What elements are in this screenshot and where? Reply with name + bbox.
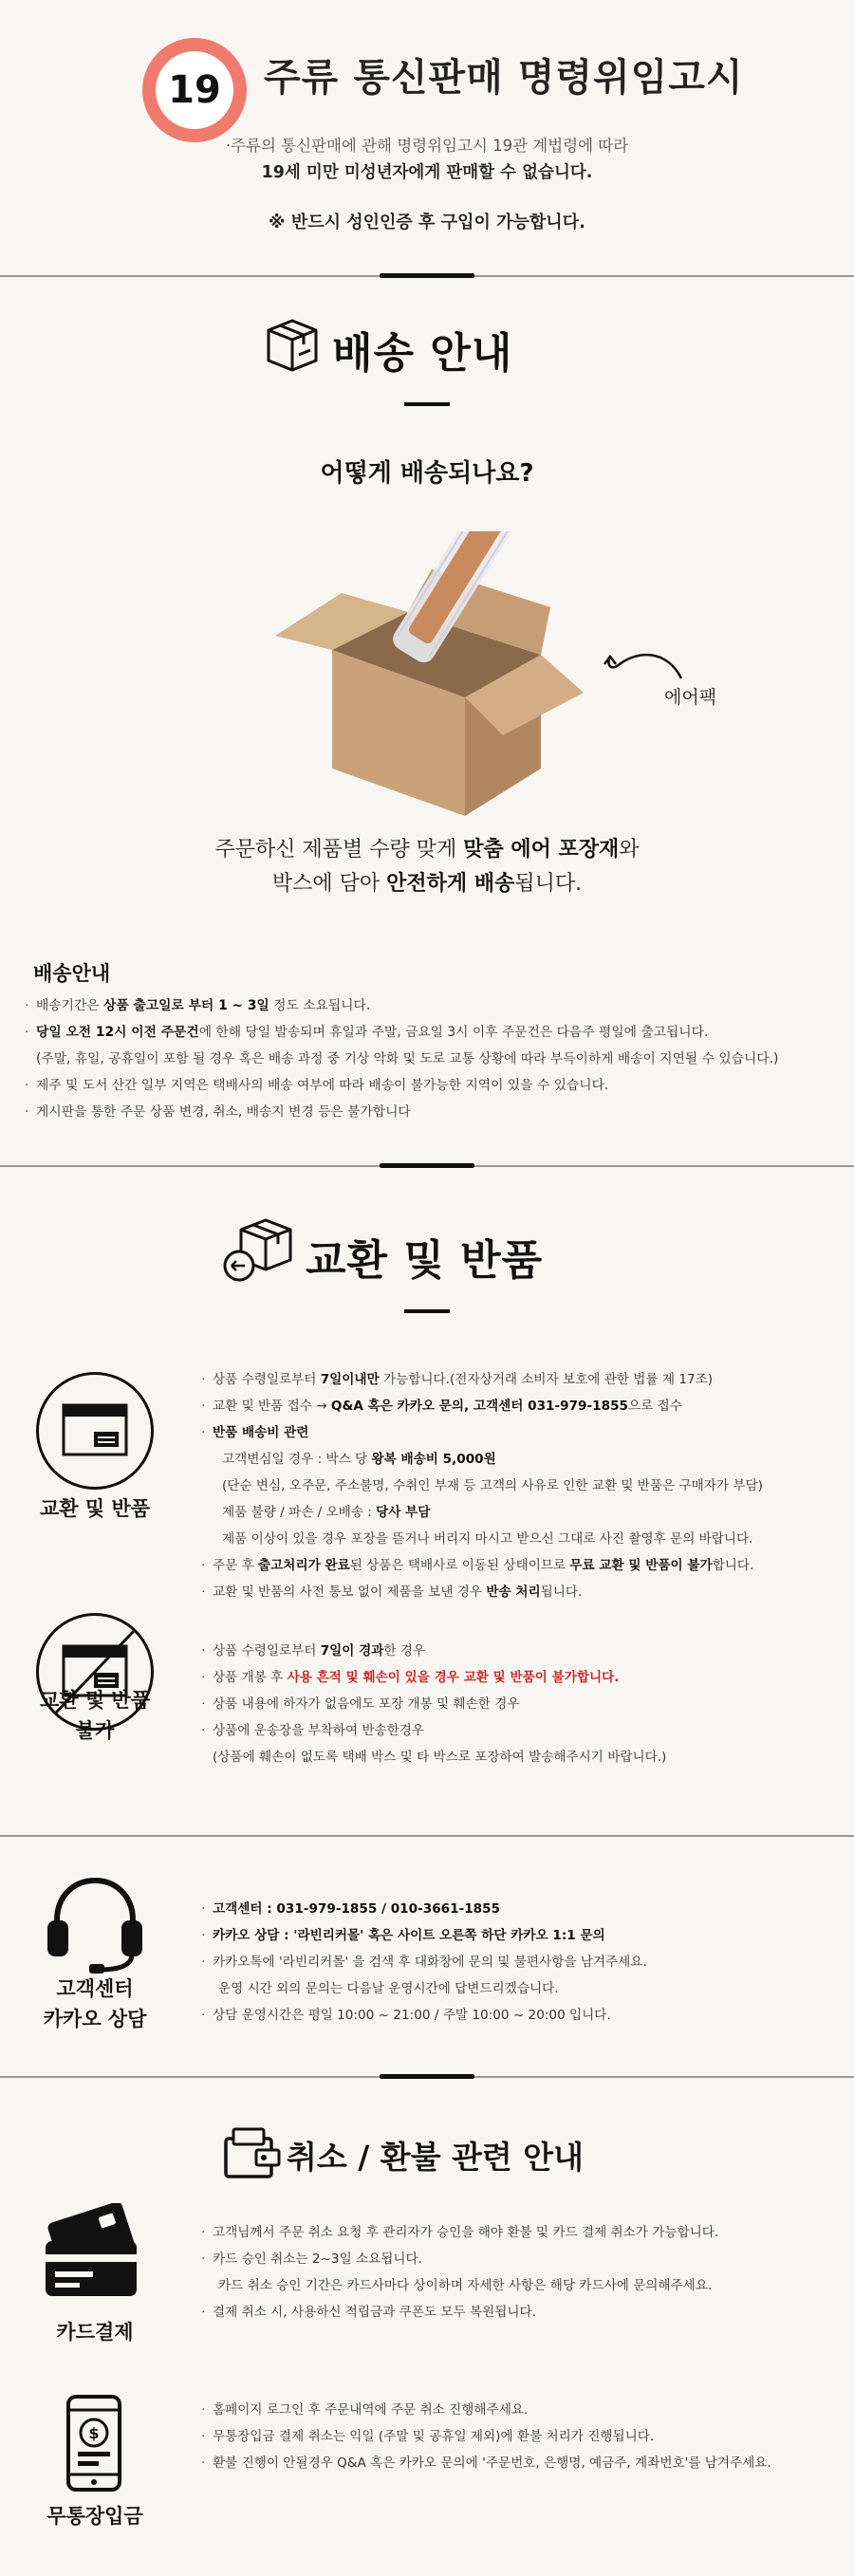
list-item: [201, 2219, 846, 2246]
item-text: 주문 후: [213, 1558, 259, 1573]
item-text: (단순 변심, 오주문, 주소불명, 수취인 부재 등 고객의 사유로 인한 교환 및 반품은 구매자가 부담): [222, 1478, 763, 1493]
item-text: 카카오톡에 '라빈리커몰' 을 검색 후 대화창에 문의 및 불편사항을 남겨주세요.: [213, 1955, 647, 1970]
shipping-title: 배송 안내: [332, 329, 513, 378]
arrow-icon: [601, 645, 686, 683]
item-text: 결제 취소 시, 사용하신 적립금과 쿠폰도 모두 복원됩니다.: [213, 2305, 536, 2320]
list-item: [201, 1552, 846, 1579]
card-payment-label: 카드결제: [56, 2321, 134, 2344]
item-bold: 카카오 상담 : '라빈리커몰' 혹은 사이트 오른쪽 하단 카카오 1:1 문의: [213, 1928, 605, 1943]
list-item: [25, 1046, 841, 1072]
item-text: 홈페이지 로그인 후 주문내역에 주문 취소 진행해주세요.: [213, 2402, 529, 2418]
wallet-icon: [220, 2125, 287, 2182]
item-bold: 당일 오전 12시 이전 주문건: [36, 1025, 199, 1040]
list-item: [201, 1419, 846, 1446]
packing-desc-2-text: 박스에 담아: [271, 872, 387, 896]
list-item: [201, 2272, 846, 2299]
item-text: 상품 수령일로부터: [213, 1643, 321, 1659]
item-bold: 당사 부담: [376, 1505, 431, 1520]
cs-list: [201, 1896, 846, 2029]
exchange-ok-list: [201, 1366, 846, 1605]
item-bold: Q&A 혹은 카카오 문의, 고객센터 031-979-1855: [330, 1399, 628, 1414]
list-item: [25, 1099, 841, 1125]
item-text: 한 경우: [383, 1643, 426, 1659]
adult-auth-notice: ※ 반드시 성인인증 후 구입이 가능합니다.: [269, 213, 585, 232]
title-underline: [404, 402, 450, 406]
cs-label-2: 카카오 상담: [43, 2008, 147, 2030]
bank-transfer-label: 무통장입금: [46, 2505, 143, 2528]
list-item: [25, 1019, 841, 1046]
item-text: 됩니다.: [540, 1585, 583, 1600]
item-text: 환불 진행이 안될경우 Q&A 혹은 카카오 문의에 '주문번호, 은행명, 예금주, 계좌번호'를 남겨주세요.: [213, 2456, 771, 2471]
item-bold: 7일이 경과: [320, 1643, 384, 1659]
bank-refund-list: [201, 2397, 846, 2476]
item-text: 카드 승인 취소는 2~3일 소요됩니다.: [213, 2252, 423, 2267]
list-item: [201, 2299, 846, 2326]
list-item: [201, 1922, 846, 1949]
exchange-title: 교환 및 반품: [306, 1236, 544, 1285]
list-item: [201, 1526, 846, 1552]
item-bold: 왕복 배송비 5,000원: [371, 1452, 496, 1467]
item-text: 으로 접수: [628, 1399, 682, 1414]
list-item: [201, 1366, 846, 1393]
no-exchange-label-2: 불가: [75, 1719, 115, 1742]
list-item: [201, 1579, 846, 1605]
shipping-guide-list: [25, 992, 841, 1125]
item-text: 정도 소요됩니다.: [269, 998, 371, 1013]
item-text: 된 상품은 택배사로 이동된 상태이므로: [349, 1558, 570, 1573]
packing-desc-1-bold: 맞춤 에어 포장재: [463, 838, 620, 862]
headset-icon: [42, 1871, 148, 1977]
item-text: 카드 취소 승인 기간은 카드사마다 상이하며 자세한 사항은 해당 카드사에 문의해주세요.: [218, 2278, 713, 2293]
item-text: 상품에 운송장을 부착하여 반송한경우: [213, 1723, 425, 1738]
list-item: [201, 1691, 846, 1717]
item-text: 상품 개봉 후: [213, 1670, 288, 1685]
packing-desc-1-end: 와: [619, 838, 640, 862]
mobile-bank-icon: [63, 2393, 125, 2493]
refund-title: 취소 / 환불 관련 안내: [287, 2139, 585, 2176]
item-bold: 고객센터 : 031-979-1855 / 010-3661-1855: [213, 1901, 501, 1917]
item-bold: 반송 처리: [486, 1585, 541, 1600]
no-exchange-list: [201, 1638, 846, 1770]
cs-label: [19, 1974, 171, 2034]
item-bold: 상품 출고일로 부터 1 ~ 3일: [103, 998, 269, 1013]
item-text: 합니다.: [712, 1558, 754, 1573]
page-title: 주류 통신판매 명령위임고시: [264, 56, 744, 100]
item-text: 상담 운영시간은 평일 10:00 ~ 21:00 / 주말 10:00 ~ 20:00 입니다.: [213, 2008, 611, 2023]
item-bold: 반품 배송비 관련: [213, 1425, 309, 1440]
list-item: [201, 1949, 846, 1975]
list-item: [201, 2423, 846, 2450]
list-item: [201, 1744, 846, 1770]
exchange-ok-label: 교환 및 반품: [39, 1497, 151, 1520]
item-text: 배송기간은: [36, 998, 104, 1013]
credit-card-icon: [38, 2203, 152, 2307]
item-text: 가능합니다.(전자상거래 소비자 보호에 관한 법률 제 17조): [379, 1372, 714, 1387]
list-item: [25, 1072, 841, 1099]
item-text: (주말, 휴일, 공휴일이 포함 될 경우 혹은 배송 과정 중 기상 악화 및 도로 교통 상황에 따라 부득이하게 배송이 지연될 수 있습니다.): [36, 1051, 779, 1066]
item-text: 무통장입금 결제 취소는 익일 (주말 및 공휴일 제외)에 환불 처리가 진행됩니다.: [213, 2429, 655, 2444]
list-item: [201, 1717, 846, 1744]
list-item: [201, 1638, 846, 1664]
item-text: (상품에 훼손이 없도록 택배 박스 및 타 박스로 포장하여 발송해주시기 바랍니다.): [213, 1750, 667, 1765]
svg-text:$: $: [88, 2424, 100, 2442]
box-illustration: [266, 531, 607, 816]
item-text: 운영 시간 외의 문의는 다음날 운영시간에 답변드리겠습니다.: [218, 1981, 559, 1996]
list-item: [201, 1446, 846, 1473]
divider: [0, 275, 854, 277]
item-text: 제품 불량 / 파손 / 오배송 :: [222, 1505, 377, 1520]
no-exchange-label-1: 교환 및 반품: [39, 1689, 151, 1712]
item-text: 게시판을 통한 주문 상품 변경, 취소, 배송지 변경 등은 불가합니다: [36, 1104, 411, 1120]
list-item: [201, 2002, 846, 2029]
minor-notice: 19세 미만 미성년자에게 판매할 수 없습니다.: [261, 163, 593, 182]
list-item: [201, 1896, 846, 1922]
packing-desc-2-end: 됩니다.: [514, 872, 583, 896]
list-item: [201, 2450, 846, 2476]
list-item: [201, 1499, 846, 1526]
item-bold: 무료 교환 및 반품이 불가: [569, 1558, 713, 1573]
item-warning: 사용 흔적 및 훼손이 있을 경우 교환 및 반품이 불가합니다.: [287, 1670, 620, 1685]
packing-desc-1-text: 주문하신 제품별 수량 맞게: [214, 838, 464, 862]
item-text: 교환 및 반품의 사전 통보 없이 제품을 보낸 경우: [213, 1585, 487, 1600]
packing-desc-2: [0, 867, 854, 897]
list-item: [201, 1975, 846, 2002]
no-exchange-label: [19, 1685, 171, 1746]
item-text: 제품 이상이 있을 경우 포장을 뜯거나 버리지 마시고 받으신 그대로 사진 촬영후 문의 바랍니다.: [222, 1531, 753, 1547]
list-item: [201, 1664, 846, 1691]
cs-label-1: 고객센터: [56, 1977, 134, 2000]
item-text: 고객님께서 주문 취소 요청 후 관리자가 승인을 해야 환불 및 카드 결제 취소가 가능합니다.: [213, 2225, 719, 2240]
item-text: 상품 수령일로부터: [213, 1372, 321, 1387]
list-item: [201, 2246, 846, 2272]
item-text: 상품 내용에 하자가 없음에도 포장 개봉 및 훼손한 경우: [213, 1696, 520, 1712]
air-pack-label: 에어팩: [664, 687, 717, 708]
item-text: 에 한해 당일 발송되며 휴일과 주말, 금요일 3시 이후 주문건은 다음주 평일에 출고됩니다.: [198, 1025, 709, 1040]
list-item: [201, 1473, 846, 1499]
card-refund-list: [201, 2219, 846, 2326]
item-text: 고객변심일 경우 : 박스 당: [222, 1452, 372, 1467]
item-text: 교환 및 반품 접수 →: [213, 1399, 331, 1414]
divider: [0, 1165, 854, 1167]
divider: [0, 1835, 854, 1837]
list-item: [201, 1393, 846, 1419]
age-badge-number: 19: [156, 51, 233, 129]
divider: [0, 2076, 854, 2078]
age-badge: [142, 38, 247, 142]
law-notice: ·주류의 통신판매에 관해 명령위임고시 19관 계법령에 따라: [225, 137, 629, 155]
exchange-box-icon: [36, 1372, 154, 1490]
list-item: [201, 2397, 846, 2423]
item-bold: 출고처리가 완료: [258, 1558, 350, 1573]
item-bold: 7일이내만: [320, 1372, 380, 1387]
return-box-icon: [218, 1211, 294, 1287]
packing-desc-1: [0, 833, 854, 862]
packing-desc-2-bold: 안전하게 배송: [386, 872, 515, 896]
list-item: [25, 992, 841, 1019]
shipping-question: 어떻게 배송되나요?: [320, 459, 534, 488]
shipping-guide-title: 배송안내: [33, 962, 111, 985]
title-underline: [404, 1309, 450, 1313]
delivery-box-icon: [261, 313, 324, 376]
item-text: 제주 및 도서 산간 일부 지역은 택배사의 배송 여부에 따라 배송이 불가능한 지역이 있을 수 있습니다.: [36, 1078, 609, 1093]
